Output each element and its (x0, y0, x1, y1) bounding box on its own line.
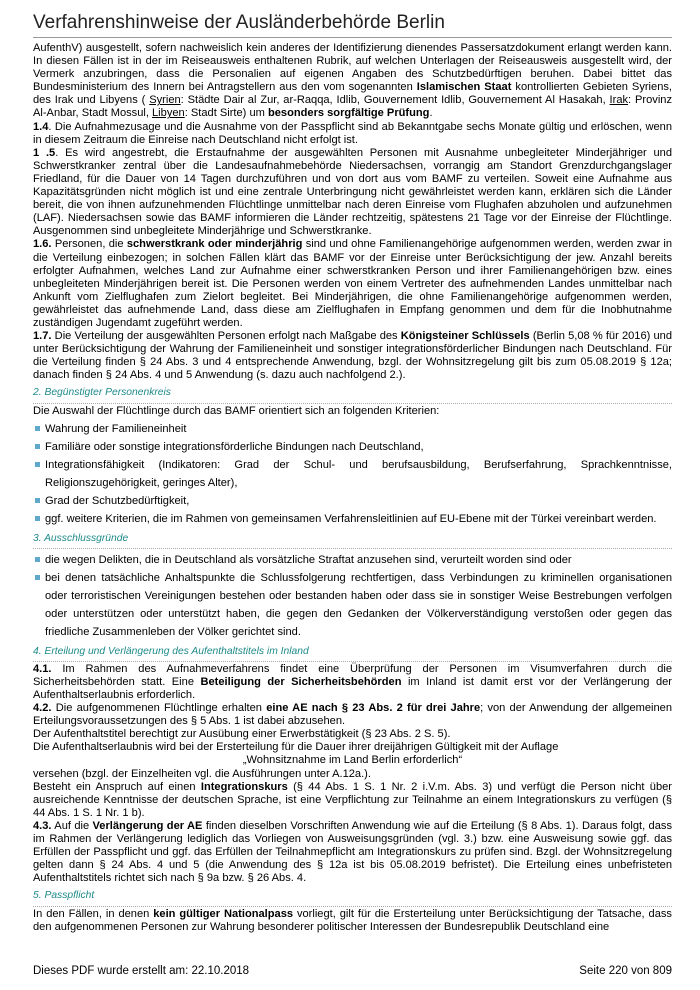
text-run: Irak (609, 94, 629, 107)
title-divider (33, 37, 672, 38)
page-footer (33, 965, 672, 977)
text-run: ; von der Anwendung der allgemeinen Erteilungsvoraussetzungen des § 5 Abs. 1 ist dabei abzusehen. (33, 702, 673, 728)
page-title: Verfahrenshinweise der Ausländerbehörde Berlin (33, 12, 445, 33)
text-run: Verlängerung der AE (92, 819, 203, 832)
condition-quote: „Wohnsitznahme im Land Berlin erforderlich“ (242, 754, 463, 767)
text-run: . Es wird angestrebt, die Erstaufnahme der ausgewählten Personen mit Ausnahme unbegleiteter Minderjähriger und Schwerstkranker zentral über die Landesaufnahmebehörde Niedersachsen, vorrangig am Standort Grenzdurchgangslager Friedland, für die Dauer von 14 Tagen durchzuführen und von dort aus vom BAMF zu verteilen. Soweit eine Aufnahme aus Kapazitätsgründen nicht möglich ist und eine zentrale Unterbringung nicht gewährleistet werden kann, erklären sich die Länder bereit, die von ihnen aufzunehmenden Flüchtlinge unmittelbar nach deren Einreise vom Flughafen abzuholen und aufzunehmen (LAF). Niedersachsen sowie das BAMF informieren die Länder rechtzeitig, spätestens 21 Tage vor der Einreise der Flüchtlinge. Ausgenommen sind unbegleitete Minderjährige und Schwerstkranke. (33, 146, 672, 238)
text-run: kein gültiger Nationalpass (153, 907, 294, 920)
paragraph-1-7 (33, 330, 672, 382)
text-run: Die Verteilung der ausgewählten Personen erfolgt nach Maßgabe des (51, 330, 401, 343)
para-number: 1 .5 (33, 146, 56, 159)
text-run: vorliegt, gilt für die Ersterteilung unter Berücksichtigung der Tatsache, dass den aufgenommenen Personen zur Wahrung besonderer politischer Interessen der Bundesrepublik Deutschland eine (33, 907, 672, 933)
document-body (33, 42, 672, 934)
para-number: 4.3. (33, 819, 52, 832)
paragraph-4-2 (33, 702, 672, 728)
text-run: Islamischen Staat (416, 81, 512, 94)
criteria-list (33, 420, 672, 528)
text-run: Beteiligung der Sicherheitsbehörden (200, 675, 402, 688)
text-run: Besteht ein Anspruch auf einen (33, 780, 201, 793)
paragraph-integration (33, 781, 672, 820)
section-heading-4: 4. Erteilung und Verlängerung des Aufenthaltstitels im Inland (33, 645, 672, 662)
text-run: : Stadt Sirte) um (184, 107, 268, 120)
text-run: Personen, die (51, 238, 127, 251)
para-number: 1.4 (33, 120, 49, 133)
list-item: Familiäre oder sonstige integrationsförderliche Bindungen nach Deutschland, (33, 438, 672, 456)
section-2-intro: Die Auswahl der Flüchtlinge durch das BAMF orientiert sich an folgenden Kriterien: (33, 404, 440, 417)
list-item: Integrationsfähigkeit (Indikatoren: Grad der Schul- und berufsausbildung, Berufserfahrung, Sprachkenntnisse, Religionszugehörigkeit, geringes Alter), (33, 456, 672, 492)
list-item: bei denen tatsächliche Anhaltspunkte die Schlussfolgerung rechtfertigen, dass Verbindungen zu kriminellen organisationen oder terroristischen Vereinigungen bestehen oder bestanden haben oder dass sie in sonstiger Weise Bestrebungen verfolgen oder unterstützen oder unterstützt haben, die gegen den Gedanken der Völkerverständigung verstoßen oder gegen das friedliche Zusammenleben der Völker gerichtet sind. (33, 569, 672, 641)
paragraph-line: Der Aufenthaltstitel berechtigt zur Ausübung einer Erwerbstätigkeit (§ 23 Abs. 2 S. 5). (33, 728, 451, 741)
list-item: Grad der Schutzbedürftigkeit, (33, 492, 672, 510)
creation-date: Dieses PDF wurde erstellt am: 22.10.2018 (33, 965, 250, 977)
paragraph-1-4 (33, 121, 672, 147)
section-heading-5: 5. Passpflicht (33, 889, 672, 906)
text-run: (§ 44 Abs. 1 S. 1 Nr. 2 i.V.m. Abs. 3) und verfügt die Person nicht über ausreichende Kenntnisse der deutschen Sprache, ist eine Verpflichtung zur Teilnahme an einem Integrationskurs zu verfügen (§ 44 Abs. 1 S. 1 Nr. 1 b). (33, 780, 673, 819)
para-number: 1.7. (33, 330, 52, 343)
list-item: Wahrung der Familieneinheit (33, 420, 672, 438)
paragraph-4-1 (33, 663, 672, 702)
text-run: Auf die (51, 819, 93, 832)
text-run: Syrien (149, 94, 181, 107)
page-number: Seite 220 von 809 (579, 965, 672, 977)
text-run: : Provinz Al-Anbar, Stadt Mossul, (33, 94, 672, 120)
text-run: finden dieselben Vorschriften Anwendung wie auf die Erteilung (§ 8 Abs. 1). Daraus folgt, dass im Rahmen der Verlängerung lediglich das Vorliegen von Ausweisungsgründen (vgl. 3.) bzw. eine Ausweisung sowie ggf. das Erfüllen der Passpflicht und ggf. das Erfüllen der Teilnahmepflicht am Integrationskurs zu prüfen sind. Bzgl. der Wohnsitzregelung gelten dann § 24 Abs. 4 und 5 (die Anwendung des § 12a ist bis 05.08.2019 befristet). Die Erteilung eines unbefristeten Aufenthaltstitels richtet sich nach § 9a bzw. § 26 Abs. 4. (33, 819, 672, 885)
text-run: (Berlin 5,08 % für 2016) und unter Berücksichtigung der Wahrung der Familieneinheit und sonstiger integrationsförderlicher Bindungen nach Deutschland. Für die Verteilung finden § 24 Abs. 3 und 4 entsprechende Anwendung, bzgl. der Wohnsitzregelung gilt bis zum 05.08.2019 § 12a; danach finden § 24 Abs. 4 und 5 Anwendung (s. dazu auch nachfolgend 2.). (33, 330, 672, 382)
list-item: ggf. weitere Kriterien, die im Rahmen von gemeinsamen Verfahrensleitlinien auf EU-Ebene mit der Türkei vereinbart werden. (33, 510, 672, 528)
section-heading-2: 2. Begünstigter Personenkreis (33, 386, 672, 403)
paragraph-line: Die Aufenthaltserlaubnis wird bei der Ersterteilung für die Dauer ihrer dreijährigen Gültigkeit mit der Auflage (33, 741, 559, 754)
paragraph-4-3 (33, 820, 672, 885)
text-run: : Städte Dair al Zur, ar-Raqqa, Idlib, Gouvernement Idlib, Gouvernement Al Hasakah, (180, 94, 610, 107)
text-run: Im Rahmen des Aufnahmeverfahrens findet eine Überprüfung der Personen im Visumverfahren durch die Sicherheitsbehörden statt. Eine (33, 662, 672, 688)
para-number: 4.1. (33, 662, 52, 675)
paragraph-5 (33, 908, 672, 934)
para-number: 4.2. (33, 702, 52, 715)
text-run: Die aufgenommenen Flüchtlinge erhalten (51, 702, 267, 715)
text-run: besonders sorgfältige Prüfung (267, 107, 430, 120)
text-run: . (429, 107, 433, 120)
text-run: In den Fällen, in denen (33, 907, 154, 920)
text-run: Libyen (152, 107, 185, 120)
text-run: eine AE nach § 23 Abs. 2 für drei Jahre (266, 702, 481, 715)
text-run: sind und ohne Familienangehörige aufgenommen werden, werden zwar in die Verteilung einbezogen; in solchen Fällen klärt das BAMF vor der Einreise unter Berücksichtigung der jew. Anzahl bereits erfolgter Aufnahmen, welches Land zur Aufnahme einer schwerstkranken Person und ihrer Familienangehörigen bzw. eines unbegleiteten Minderjährigen bereit ist. Die Personen werden von einem Vertreter des aufnehmenden Landes unmittelbar nach Ankunft vom Zielflughafen zum Zielort begleitet. Bei Minderjährigen, die ohne Familienangehörige aufgenommen werden, gewährleistet das aufnehmende Land, dass diese am Zielflughafen in Empfang genommen und dem für die Inobhutnahme zuständigen Jugendamt zugeführt werden. (33, 238, 672, 329)
intro-paragraph (33, 42, 672, 121)
exclusion-list (33, 551, 672, 641)
paragraph-1-5 (33, 147, 672, 239)
paragraph-1-6 (33, 238, 672, 330)
text-run: im Inland ist damit erst vor der Verlängerung der Aufenthaltserlaubnis erforderlich. (33, 675, 672, 701)
list-item: die wegen Delikten, die in Deutschland als vorsätzliche Straftat anzusehen sind, verurteilt worden sind oder (33, 551, 672, 569)
para-number: 1.6. (33, 238, 52, 251)
text-run: schwerstkrank oder minderjährig (126, 238, 303, 251)
text-run: Integrationskurs (200, 780, 288, 793)
text-run: Königsteiner Schlüssels (400, 330, 530, 343)
text-run: kontrollierten Gebieten Syriens, des Irak und Libyens ( (33, 81, 672, 107)
paragraph-line: versehen (bzgl. der Einzelheiten vgl. die Ausführungen unter A.12a.). (33, 767, 371, 780)
section-heading-3: 3. Ausschlussgründe (33, 532, 672, 549)
text-run: . Die Aufnahmezusage und die Ausnahme von der Passpflicht sind ab Bekanntgabe sechs Monate gültig und erlöschen, wenn in diesem Zeitraum die Einreise nach Deutschland nicht erfolgt ist. (33, 120, 672, 146)
text-run: AufenthV) ausgestellt, sofern nachweislich kein anderes der Identifizierung dienendes Passersatzdokument erlangt werden kann. In diesen Fällen ist in der im Reiseausweis enthaltenen Rubrik, auf welchen Unterlagen der Reiseausweis ausgestellt wird, der Vermerk anzubringen, dass die Personalien auf eigenen Angaben des Schutzbedürftigen beruhen. Dabei bittet das Bundesministerium des Innern bei Antragstellern aus den vom sogenannten (33, 42, 672, 94)
